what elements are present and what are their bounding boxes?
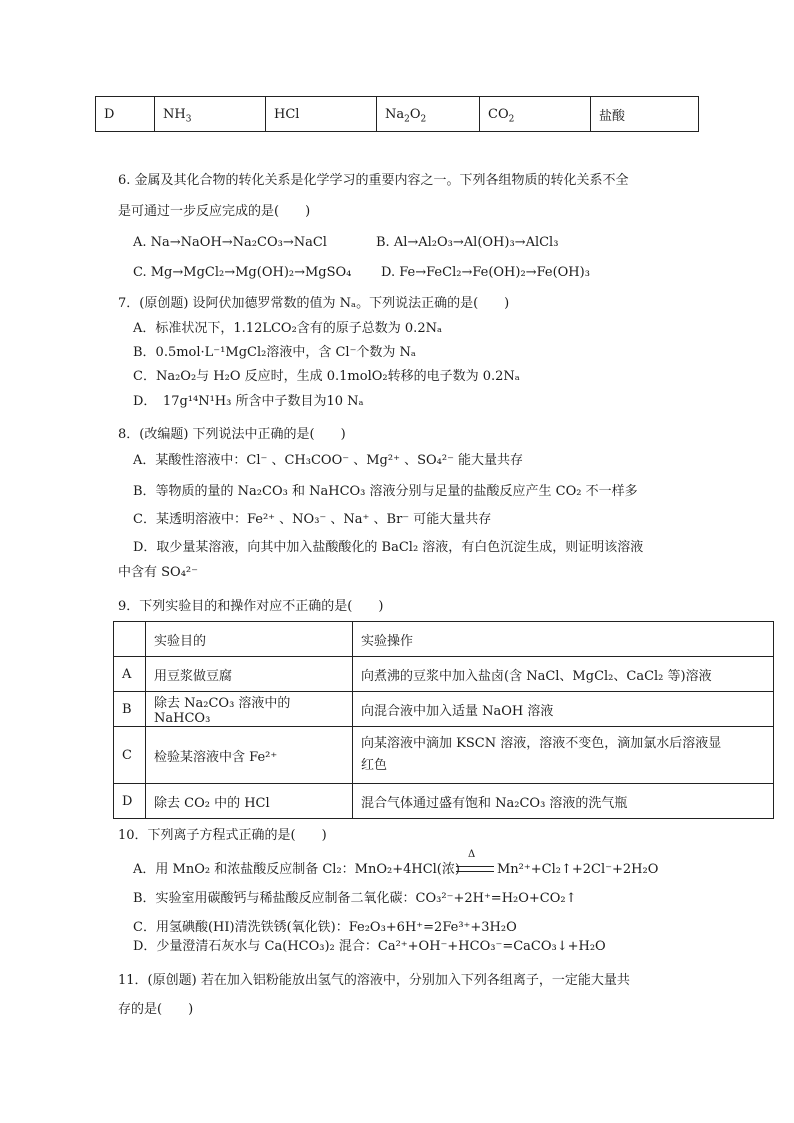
table-cell — [591, 97, 699, 132]
table-cell — [480, 97, 591, 132]
table-header-cell: 实验目的 — [146, 622, 353, 657]
q9-stem: 9．下列实验目的和操作对应不正确的是( ) — [118, 599, 384, 614]
q10-option-c: C．用氢碘酸(HI)清洗铁锈(氧化铁)：Fe₂O₃+6H⁺=2Fe³⁺+3H₂O — [133, 920, 517, 935]
q8-option-d-line2: 中含有 SO₄²⁻ — [118, 565, 198, 580]
q8-option-c: C．某透明溶液中：Fe²⁺ 、NO₃⁻ 、Na⁺ 、Br⁻ 可能大量共存 — [133, 512, 492, 527]
cell-text: HCl — [274, 106, 300, 122]
cell-line: 红色 — [361, 758, 388, 773]
q8-option-d-line1: D．取少量某溶液，向其中加入盐酸酸化的 BaCl₂ 溶液，有白色沉淀生成，则证明该溶液 — [133, 540, 644, 555]
q6-option-d: D. Fe→FeCl₂→Fe(OH)₂→Fe(OH)₃ — [381, 265, 590, 280]
heat-delta-symbol: Δ — [468, 849, 476, 860]
q8-stem: 8．(改编题) 下列说法中正确的是( ) — [118, 427, 346, 442]
q7-option-d: D． 17g¹⁴N¹H₃ 所含中子数目为10 Nₐ — [133, 394, 364, 409]
q11-stem-line1: 11．(原创题) 若在加入铝粉能放出氢气的溶液中，分别加入下列各组离子，一定能大量共 — [118, 973, 630, 988]
table-row — [114, 692, 774, 727]
table-cell: 除去 Na₂CO₃ 溶液中的 NaHCO₃ — [146, 692, 353, 727]
q10-stem: 10．下列离子方程式正确的是( ) — [118, 828, 327, 843]
table-cell — [377, 97, 480, 132]
q8-option-b: B．等物质的量的 Na₂CO₃ 和 NaHCO₃ 溶液分别与足量的盐酸反应产生 CO₂ 不一样多 — [133, 484, 638, 499]
q6-option-a: A. Na→NaOH→Na₂CO₃→NaCl — [133, 235, 327, 250]
answer-table-row-d — [95, 96, 699, 132]
cell-subscript: 2 — [508, 114, 515, 125]
cell-text: D — [104, 106, 115, 122]
q6-option-c: C. Mg→MgCl₂→Mg(OH)₂→MgSO₄ — [133, 265, 352, 280]
q9-table — [113, 621, 774, 819]
table-cell: A — [114, 657, 146, 692]
q10-option-a-left: A．用 MnO₂ 和浓盐酸反应制备 Cl₂：MnO₂+4HCl(浓) — [133, 862, 460, 877]
table-cell — [96, 97, 155, 132]
table-cell: 向混合液中加入适量 NaOH 溶液 — [353, 692, 774, 727]
cell-text: 盐酸 — [599, 108, 626, 124]
table-row — [114, 657, 774, 692]
table-cell: 向煮沸的豆浆中加入盐卤(含 NaCl、MgCl₂、CaCl₂ 等)溶液 — [353, 657, 774, 692]
table-cell: 检验某溶液中含 Fe²⁺ — [146, 727, 353, 784]
table-cell: B — [114, 692, 146, 727]
cell-subscript: 2 — [420, 114, 427, 125]
cell-text: NH — [163, 106, 186, 122]
q6-stem-line2: 是可通过一步反应完成的是( ) — [118, 204, 311, 219]
table-cell: C — [114, 727, 146, 784]
q8-option-a: A．某酸性溶液中：Cl⁻ 、CH₃COO⁻ 、Mg²⁺ 、SO₄²⁻ 能大量共存 — [133, 453, 524, 468]
table-row — [114, 784, 774, 819]
cell-text: Na — [385, 106, 405, 122]
q7-option-a: A．标准状况下，1.12LCO₂含有的原子总数为 0.2Nₐ — [133, 321, 442, 336]
table-cell: 除去 CO₂ 中的 HCl — [146, 784, 353, 819]
q7-option-c: C．Na₂O₂与 H₂O 反应时，生成 0.1molO₂转移的电子数为 0.2Nₐ — [133, 369, 520, 384]
q10-option-a-right: Mn²⁺+Cl₂↑+2Cl⁻+2H₂O — [497, 862, 659, 877]
q11-stem-line2: 存的是( ) — [118, 1002, 194, 1017]
table-header-cell — [114, 622, 146, 657]
cell-subscript: 3 — [185, 114, 192, 125]
q7-option-b: B．0.5mol·L⁻¹MgCl₂溶液中，含 Cl⁻个数为 Nₐ — [133, 345, 416, 360]
table-cell — [155, 97, 266, 132]
reaction-equals-bar — [456, 866, 494, 872]
cell-line: 向某溶液中滴加 KSCN 溶液，溶液不变色，滴加氯水后溶液显 — [361, 736, 722, 751]
table-header-cell: 实验操作 — [353, 622, 774, 657]
table-row — [114, 727, 774, 784]
q7-stem: 7．(原创题) 设阿伏加德罗常数的值为 Nₐ。下列说法正确的是( ) — [118, 296, 510, 311]
table-cell — [266, 97, 377, 132]
cell-text: CO — [488, 106, 509, 122]
table-cell: 用豆浆做豆腐 — [146, 657, 353, 692]
table-cell — [353, 727, 774, 784]
cell-subscript: 2 — [404, 114, 410, 125]
table-header-row — [114, 622, 774, 657]
table-row — [96, 97, 699, 132]
q6-option-b: B. Al→Al₂O₃→Al(OH)₃→AlCl₃ — [376, 235, 559, 250]
q6-stem-line1: 6. 金属及其化合物的转化关系是化学学习的重要内容之一。下列各组物质的转化关系不全 — [118, 173, 629, 188]
q10-option-d: D．少量澄清石灰水与 Ca(HCO₃)₂ 混合：Ca²⁺+OH⁻+HCO₃⁻=CaCO₃↓+H₂O — [133, 939, 606, 954]
q10-option-b: B．实验室用碳酸钙与稀盐酸反应制备二氧化碳：CO₃²⁻+2H⁺=H₂O+CO₂↑ — [133, 891, 577, 906]
table-cell: 混合气体通过盛有饱和 Na₂CO₃ 溶液的洗气瓶 — [353, 784, 774, 819]
table-cell: D — [114, 784, 146, 819]
cell-text: O — [409, 106, 421, 122]
